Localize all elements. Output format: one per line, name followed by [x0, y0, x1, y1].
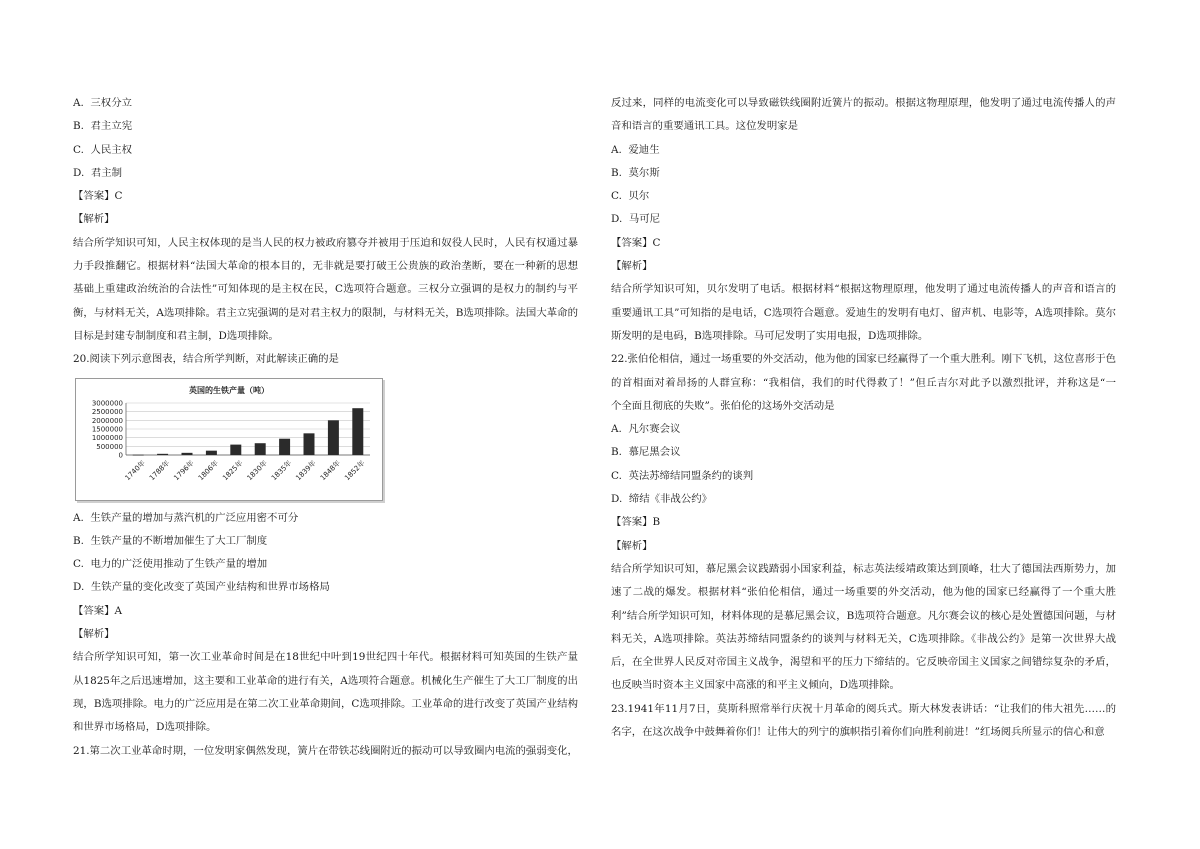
chart-title: 英国的生铁产量（吨） — [189, 384, 269, 395]
q21-analysis-label: 【解析】 — [611, 260, 653, 273]
option-item: D. 缔结《非战公约》 — [611, 493, 712, 506]
q22-analysis-label: 【解析】 — [611, 539, 653, 552]
q19-answer: 【答案】C — [73, 190, 123, 203]
analysis-line: 斯发明的是电码，B选项排除。马可尼发明了实用电报，D选项排除。 — [611, 329, 929, 342]
analysis-line: 从1825年之后迅速增加，这主要和工业革命的进行有关，A选项符合题意。机械化生产催生了大工厂制度的出 — [73, 674, 578, 687]
q22-stem — [611, 348, 1116, 418]
option-item: B. 君主立宪 — [73, 120, 133, 133]
question-line: 21.第二次工业革命时期，一位发明家偶然发现，簧片在带铁芯线圈附近的振动可以导致圈内电流的强弱变化， — [73, 744, 578, 757]
x-tick-label: 1835年 — [270, 458, 294, 482]
bar — [230, 444, 241, 454]
analysis-line: 利”结合所学知识可知，材料体现的是慕尼黑会议，B选项符合题意。凡尔赛会议的核心是处置德国问题，与材 — [611, 609, 1116, 622]
option-item: B. 生铁产量的不断增加催生了大工厂制度 — [73, 534, 268, 547]
question-line: 反过来，同样的电流变化可以导致磁铁线圈附近簧片的振动。根据这物理原理，他发明了通过电流传播人的声 — [611, 97, 1116, 109]
q20-answer: 【答案】A — [73, 604, 123, 617]
analysis-line: 也反映当时资本主义国家中高涨的和平主义倾向，D选项排除。 — [611, 679, 900, 692]
y-tick-label: 2000000 — [91, 416, 123, 425]
question-line: 名字，在这次战争中鼓舞着你们！让伟大的列宁的旗帜指引着你们向胜利前进！”红场阅兵所显示的信心和意 — [611, 726, 1105, 739]
bar — [279, 438, 290, 454]
analysis-line: 结合所学知识可知，贝尔发明了电话。根据材料“根据这物理原理，他发明了通过电流传播人的声音和语言的 — [611, 283, 1116, 296]
q21-stem — [73, 740, 578, 763]
analysis-line: 现，B选项排除。电力的广泛应用是在第二次工业革命期间，C选项排除。工业革命的进行改变了英国产业结构 — [73, 697, 578, 710]
bar — [328, 420, 339, 455]
q21-options — [611, 139, 1116, 232]
question-line: 的首相面对着昂扬的人群宣称：“我相信，我们的时代得救了！”但丘吉尔对此予以激烈批评，并称这是“一 — [611, 376, 1116, 389]
option-item: C. 电力的广泛使用推动了生铁产量的增加 — [73, 558, 268, 571]
option-item: A. 凡尔赛会议 — [611, 423, 681, 436]
option-item: C. 贝尔 — [611, 190, 650, 203]
analysis-line: 后，在全世界人民反对帝国主义战争，渴望和平的压力下缔结的。它反映帝国主义国家之间错综复杂的矛盾， — [611, 656, 1116, 669]
iron-output-chart-svg — [76, 379, 382, 500]
left-column — [73, 92, 578, 763]
option-item: D. 马可尼 — [611, 213, 661, 226]
q20-options — [73, 507, 578, 600]
bar — [255, 443, 266, 455]
x-tick-label: 1830年 — [245, 458, 269, 482]
q23-stem — [611, 698, 1116, 745]
q19-analysis-label: 【解析】 — [73, 213, 115, 226]
q20-stem: 20.阅读下列示意图表，结合所学判断，对此解读正确的是 — [73, 353, 339, 366]
option-item: D. 生铁产量的变化改变了英国产业结构和世界市场格局 — [73, 581, 330, 594]
x-tick-label: 1848年 — [318, 458, 343, 482]
analysis-line: 和世界市场格局，D选项排除。 — [73, 721, 217, 734]
q21-answer: 【答案】C — [611, 236, 661, 249]
option-item: C. 英法苏缔结同盟条约的谈判 — [611, 469, 754, 482]
option-item: B. 慕尼黑会议 — [611, 446, 681, 459]
option-item: A. 三权分立 — [73, 97, 132, 109]
iron-output-chart — [75, 378, 383, 501]
x-tick-label: 1806年 — [196, 458, 221, 482]
q22-options — [611, 418, 1116, 511]
analysis-line: 目标是封建专制制度和君主制，D选项排除。 — [73, 329, 279, 342]
analysis-line: 力手段推翻它。根据材料“法国大革命的根本目的，无非就是要打破王公贵族的政治垄断，要在一种新的思想 — [73, 260, 578, 273]
question-line: 22.张伯伦相信，通过一场重要的外交活动，他为他的国家已经赢得了一个重大胜利。刚下飞机，这位喜形于色 — [611, 353, 1116, 366]
y-tick-label: 1000000 — [91, 433, 123, 442]
analysis-line: 速了二战的爆发。根据材料“张伯伦相信，通过一场重要的外交活动，他为他的国家已经赢得了一个重大胜 — [611, 586, 1116, 599]
x-tick-label: 1788年 — [148, 458, 172, 482]
analysis-line: 料无关，A选项排除。英法苏缔结同盟条约的谈判与材料无关，C选项排除。《非战公约》是第一次世界大战 — [611, 632, 1116, 645]
question-line: 音和语言的重要通讯工具。这位发明家是 — [611, 120, 799, 133]
q22-answer: 【答案】B — [611, 516, 661, 529]
y-tick-label: 0 — [118, 451, 123, 460]
q19-analysis — [73, 232, 578, 348]
x-tick-label: 1796年 — [172, 458, 196, 482]
option-item: B. 莫尔斯 — [611, 166, 660, 179]
y-tick-label: 2500000 — [91, 407, 123, 416]
q21-stem-cont — [611, 92, 1116, 139]
y-tick-label: 500000 — [96, 442, 123, 451]
option-item: D. 君主制 — [73, 166, 123, 179]
analysis-line: 基础上重建政治统治的合法性”可知体现的是主权在民，C选项符合题意。三权分立强调的是权力的制约与平 — [73, 283, 578, 296]
q20-analysis — [73, 646, 578, 739]
bar — [304, 433, 315, 455]
option-item: C. 人民主权 — [73, 143, 133, 156]
analysis-line: 结合所学知识可知，人民主权体现的是当人民的权力被政府篡夺并被用于压迫和奴役人民时，人民有权通过暴 — [73, 236, 578, 249]
bar — [206, 450, 217, 454]
bar — [157, 453, 168, 454]
analysis-line: 重要通讯工具”可知指的是电话，C选项符合题意。爱迪生的发明有电灯、留声机、电影等，A选项排除。莫尔 — [611, 306, 1116, 319]
question-line: 23.1941年11月7日，莫斯科照常举行庆祝十月革命的阅兵式。斯大林发表讲话：“让我们的伟大祖先……的 — [611, 702, 1116, 715]
question-line: 个全面且彻底的失败”。张伯伦的这场外交活动是 — [611, 399, 835, 412]
x-tick-label: 1839年 — [294, 458, 318, 482]
option-item: A. 生铁产量的增加与蒸汽机的广泛应用密不可分 — [73, 511, 299, 524]
option-item: A. 爱迪生 — [611, 143, 660, 156]
bar — [352, 408, 363, 455]
analysis-line: 衡，与材料无关，A选项排除。君主立宪强调的是对君主权力的限制，与材料无关，B选项排除。法国大革命的 — [73, 306, 578, 319]
bar — [182, 452, 193, 454]
q20-analysis-label: 【解析】 — [73, 628, 115, 641]
x-tick-label: 1740年 — [123, 458, 147, 482]
bar — [133, 454, 144, 455]
y-tick-label: 3000000 — [91, 399, 123, 408]
q19-options — [73, 92, 578, 185]
q22-analysis — [611, 558, 1116, 698]
x-tick-label: 1825年 — [221, 458, 245, 482]
q21-analysis — [611, 278, 1116, 348]
x-tick-label: 1852年 — [343, 458, 367, 482]
right-column — [611, 92, 1116, 744]
analysis-line: 结合所学知识可知，第一次工业革命时间是在18世纪中叶到19世纪四十年代。根据材料可知英国的生铁产量 — [73, 651, 578, 664]
analysis-line: 结合所学知识可知，慕尼黑会议践踏弱小国家利益，标志英法绥靖政策达到顶峰，壮大了德国法西斯势力，加 — [611, 562, 1116, 575]
y-tick-label: 1500000 — [91, 425, 123, 434]
